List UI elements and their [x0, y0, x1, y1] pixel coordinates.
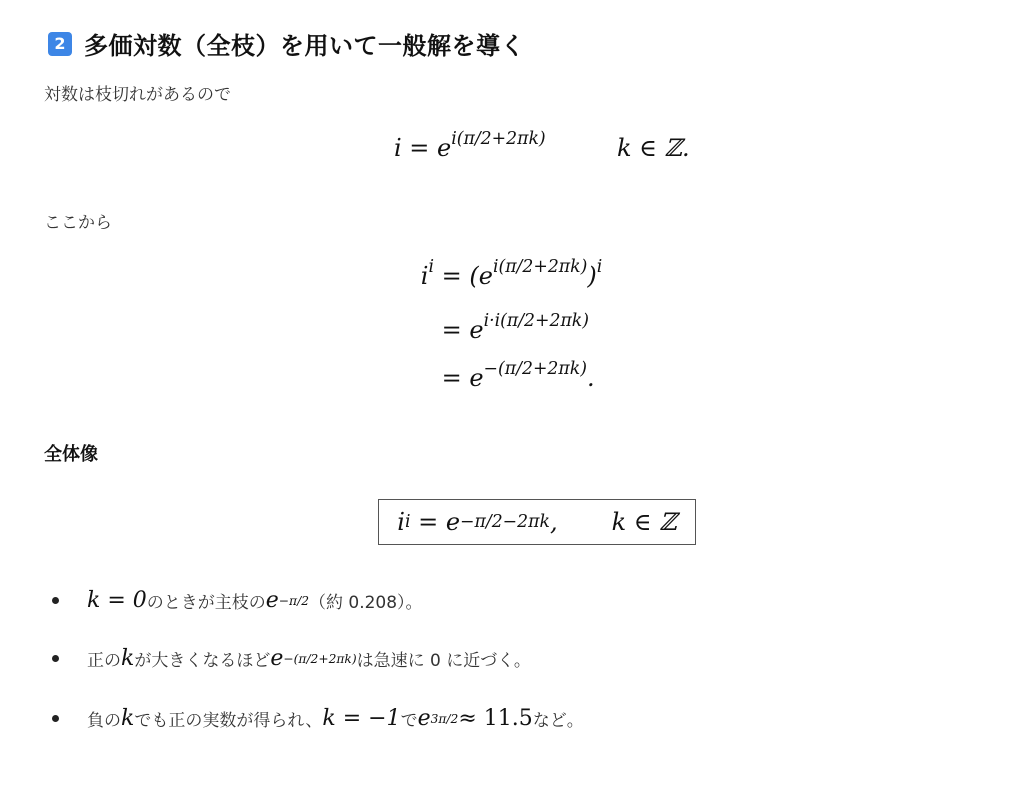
deriv1-lhs: i: [420, 262, 429, 290]
eq1-lhs: i = e: [394, 134, 452, 162]
bullet3-math3: e: [417, 706, 431, 731]
boxed-rhs: = e: [418, 508, 461, 536]
list-item: 負の k でも正の実数が得られ、 k = −1 で e 3π/2 ≈ 11.5 など。: [52, 706, 584, 731]
bullet3-text3: など。: [532, 711, 584, 731]
deriv1-tail-exp: i: [596, 256, 603, 277]
bullet2-math1: k: [121, 646, 135, 671]
deriv1-rhs-exp: i(π/2+2πk): [492, 256, 588, 277]
boxed-lhs: i: [397, 508, 405, 536]
bullet2-text1: が大きくなるほど: [134, 651, 271, 671]
bullet3-math2: k = −1: [322, 706, 401, 731]
bullet3-text2: で: [400, 711, 418, 731]
bullet2-math2: e: [270, 646, 284, 671]
number-badge: 2: [48, 32, 72, 56]
deriv2-rhs: = e: [441, 316, 484, 344]
bullet3-text0: 負の: [87, 711, 121, 731]
eq1-exponent: i(π/2+2πk): [451, 128, 546, 149]
bullet-dot: [52, 597, 59, 604]
list-item: 正の k が大きくなるほど e −(π/2+2πk) は急速に 0 に近づく。: [52, 646, 531, 671]
eq1-condition: k ∈ ℤ.: [616, 134, 690, 162]
derivation-line-3: [370, 358, 595, 392]
bullet3-text1: でも正の実数が得られ、: [134, 711, 323, 731]
derivation-line-2: [370, 310, 590, 344]
heading-title: 多価対数（全枝）を用いて一般解を導く: [84, 32, 525, 60]
derivation-line-1: [370, 256, 603, 290]
equation-branches: [394, 128, 690, 162]
deriv1-rhs: = (e: [441, 262, 493, 290]
deriv2-rhs-exp: i·i(π/2+2πk): [483, 310, 590, 331]
bullet1-text2: （約 0.208）。: [308, 593, 423, 613]
bullet2-text0: 正の: [87, 651, 121, 671]
boxed-sep: ,: [549, 508, 558, 536]
bullet3-math1: k: [121, 706, 135, 731]
boxed-result: i i = e −π/2−2πk , k ∈ ℤ: [378, 499, 696, 545]
deriv1-lhs-exp: i: [428, 256, 434, 277]
bullet2-text2: は急速に 0 に近づく。: [356, 651, 531, 671]
summary-subtitle: 全体像: [44, 444, 98, 465]
deriv3-rhs-exp: −(π/2+2πk): [483, 358, 587, 379]
deriv3-rhs: = e: [441, 364, 484, 392]
bullet-dot: [52, 655, 59, 662]
deriv3-tail: .: [586, 364, 595, 392]
bullet1-text1: のときが主枝の: [146, 593, 266, 613]
section-heading: [48, 26, 525, 61]
bullet1-math2: e: [265, 588, 279, 613]
transition-text: ここから: [44, 213, 112, 233]
bullet3-math4: ≈ 11.5: [458, 706, 533, 731]
bullet1-math1: k = 0: [87, 588, 147, 613]
list-item: k = 0 のときが主枝の e −π/2 （約 0.208）。: [52, 588, 423, 613]
intro-text: 対数は枝切れがあるので: [44, 85, 231, 105]
bullet-dot: [52, 715, 59, 722]
deriv1-tail: ): [587, 262, 597, 290]
boxed-condition: k ∈ ℤ: [611, 508, 677, 536]
